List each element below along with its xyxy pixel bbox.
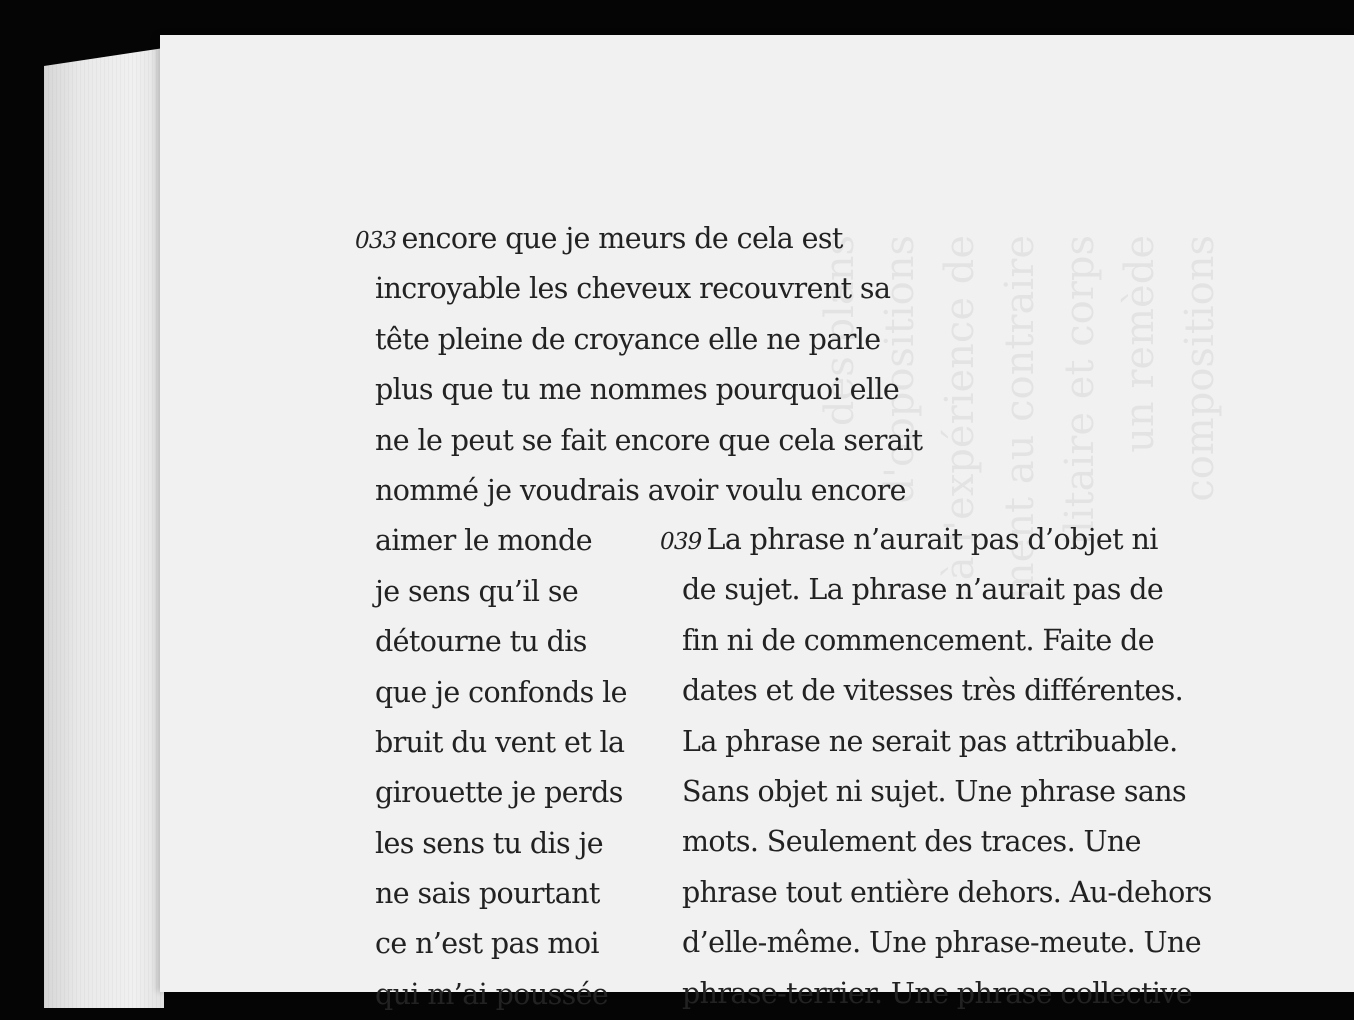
passage-033-line: plus que tu me nommes pourquoi elle — [375, 373, 900, 407]
passage-039-line: La phrase ne serait pas attribuable. — [682, 724, 1178, 758]
passage-039-line: mots. Seulement des traces. Une — [682, 825, 1141, 859]
passage-033-line: 033 encore que je meurs de cela est — [355, 222, 843, 255]
show-through-text: compositions un remède ilitaire et corps ment au contraire à l'expérience de d'oppositions des plans — [817, 235, 1223, 601]
passage-039-line: 039 La phrase n’aurait pas d’objet ni — [660, 523, 1158, 556]
passage-033-line: nommé je voudrais avoir voulu encore — [375, 473, 906, 507]
passage-033-line: ne le peut se fait encore que cela serait — [375, 423, 923, 457]
passage-033-line: qui m’ai poussée — [375, 977, 609, 1011]
passage-033-line: que je confonds le — [375, 675, 627, 709]
passage-033-line: girouette je perds — [375, 776, 623, 810]
passage-039-line: phrase tout entière dehors. Au-dehors — [682, 875, 1212, 909]
passage-039-line: d’elle-même. Une phrase-meute. Une — [682, 926, 1201, 960]
passage-033-line: ne sais pourtant — [375, 877, 600, 911]
passage-039-line: phrase-terrier. Une phrase collective — [682, 976, 1193, 1010]
passage-039-line: fin ni de commencement. Faite de — [682, 623, 1155, 657]
passage-033-line: je sens qu’il se — [375, 574, 579, 608]
passage-033-line: détourne tu dis — [375, 625, 587, 659]
book-page — [160, 35, 1354, 1011]
passage-033-line: ce n’est pas moi — [375, 927, 599, 961]
passage-033-line: aimer le monde — [375, 524, 592, 558]
passage-039 — [660, 515, 1212, 1019]
passage-033-line: incroyable les cheveux recouvrent sa — [375, 272, 891, 306]
passage-number: 033 — [355, 228, 397, 254]
passage-033-line: les sens tu dis je — [375, 826, 604, 860]
passage-039-line: Sans objet ni sujet. Une phrase sans — [682, 774, 1187, 808]
book-page-edges — [44, 48, 164, 1008]
passage-number: 039 — [660, 529, 702, 555]
passage-033-line: bruit du vent et la — [375, 725, 625, 759]
passage-033-line: tête pleine de croyance elle ne parle — [375, 322, 881, 356]
passage-039-line: dates et de vitesses très différentes. — [682, 674, 1184, 708]
passage-039-line: de sujet. La phrase n’aurait pas de — [682, 573, 1164, 607]
